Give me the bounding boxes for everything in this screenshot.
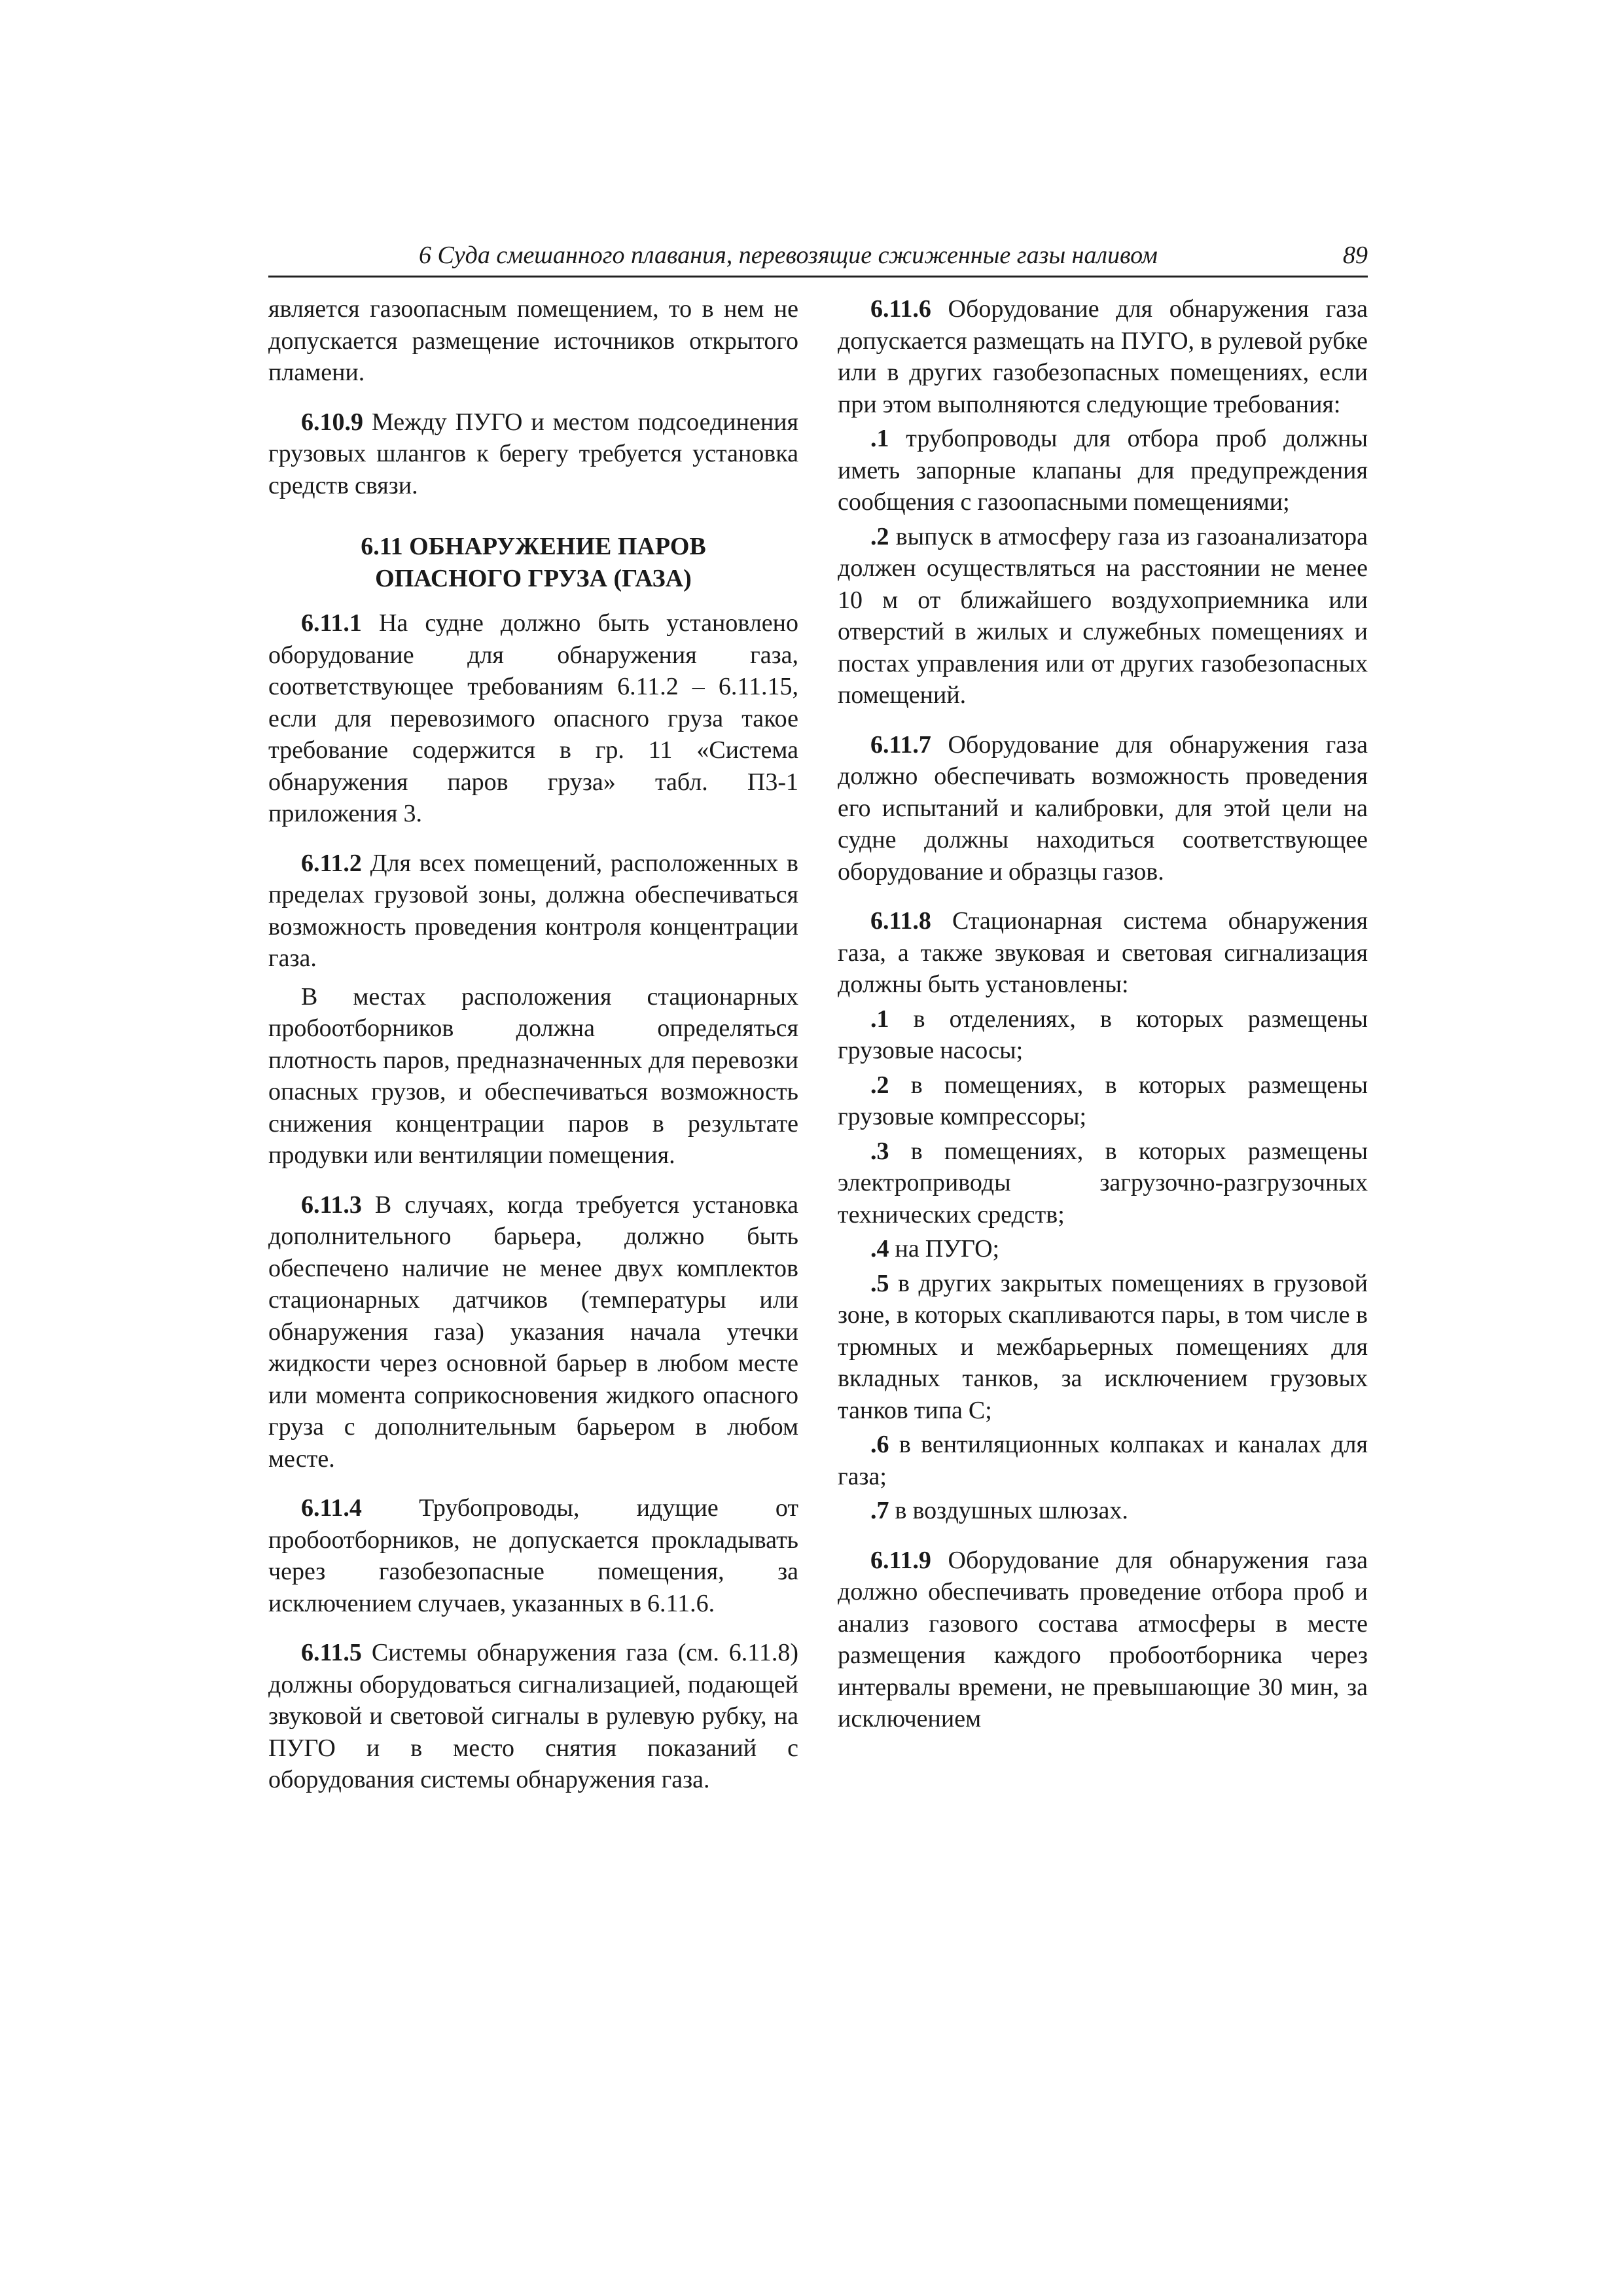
item-text: выпуск в атмосферу газа из газоанализатора должен осуществляться на расстоянии не менее 10 м от ближайшего воздухоприемника или отверстий в жилых и служебных помещениях и постах управления или от других газобезопасных помещений. xyxy=(838,522,1368,709)
item-number: .6 xyxy=(870,1431,889,1458)
clause-text: Оборудование для обнаружения газа должно обеспечивать возможность проведения его испытаний и калибровки, для этой цели на судне должны находиться соответствующее оборудование и образцы газов. xyxy=(838,730,1368,886)
paragraph-6-11-2-continued: В местах расположения стационарных пробоотборников должна определяться плотность паров, предназначенных для перевозки опасных грузов, и обеспечиваться возможность снижения концентрации паров в результате продувки или вентиляции помещения. xyxy=(268,982,798,1169)
paragraph-continuation: является газоопасным помещением, то в нем не допускается размещение источников открытого пламени. xyxy=(268,295,798,386)
page-header xyxy=(268,239,1368,278)
item-number: .3 xyxy=(870,1137,889,1165)
clause-text: В случаях, когда требуется установка дополнительного барьера, должно быть обеспечено наличие не менее двух комплектов стационарных датчиков (температуры или обнаружения газа) указания начала утечки жидкости через основной барьер в любом месте или момента соприкосновения жидкого опасного груза с дополнительным барьером в любом месте. xyxy=(268,1191,798,1473)
clause-text: Оборудование для обнаружения газа должно обеспечивать проведение отбора проб и анализ газового состава атмосферы в месте размещения каждого пробоотборника через интервалы времени, не превышающие 30 мин, за исключением xyxy=(838,1546,1368,1732)
item-text: трубопроводы для отбора проб должны иметь запорные клапаны для предупреждения сообщения с газоопасными помещениями; xyxy=(838,425,1368,516)
item-text: в отделениях, в которых размещены грузовые насосы; xyxy=(838,1005,1368,1064)
heading-line-1: 6.11 ОБНАРУЖЕНИЕ ПАРОВ xyxy=(361,533,706,560)
list-item xyxy=(838,1495,1368,1527)
item-text: на ПУГО; xyxy=(889,1235,1000,1263)
item-text: в других закрытых помещениях в грузовой зоне, в которых скапливаются пары, в том числе в трюмных и межбарьерных помещениях для вкладных танков, за исключением грузовых танков типа С; xyxy=(838,1269,1368,1424)
clause-text: Стационарная система обнаружения газа, а также звуковая и световая сигнализация должны быть установлены: xyxy=(838,907,1368,998)
paragraph-6-11-8 xyxy=(838,905,1368,1001)
page-number: 89 xyxy=(1343,242,1368,269)
item-number: .4 xyxy=(870,1235,889,1263)
clause-text: Системы обнаружения газа (см. 6.11.8) должны оборудоваться сигнализацией, подающей звуковой и световой сигналы в рулевую рубку, на ПУГО и в место снятия показаний с оборудования системы обнаружения газа. xyxy=(268,1639,798,1793)
clause-number: 6.11.1 xyxy=(301,609,362,637)
item-text: в воздушных шлюзах. xyxy=(889,1497,1128,1524)
clause-number: 6.11.9 xyxy=(870,1546,931,1574)
list-item xyxy=(838,1268,1368,1427)
clause-number: 6.11.2 xyxy=(301,849,362,877)
paragraph-6-11-9 xyxy=(838,1545,1368,1735)
item-text: в помещениях, в которых размещены электроприводы загрузочно-разгрузочных технических средств; xyxy=(838,1137,1368,1229)
item-number: .7 xyxy=(870,1497,889,1524)
clause-number: 6.11.3 xyxy=(301,1191,362,1219)
left-column xyxy=(268,293,798,1814)
clause-text: Трубопроводы, идущие от пробоотборников, не допускается прокладывать через газобезопасные помещения, за исключением случаев, указанных в 6.11.6. xyxy=(268,1494,798,1617)
item-number: .2 xyxy=(870,1071,889,1099)
paragraph-6-11-6 xyxy=(838,293,1368,420)
clause-number: 6.11.4 xyxy=(301,1494,362,1522)
paragraph-6-11-1 xyxy=(268,607,798,830)
paragraph-6-11-2 xyxy=(268,848,798,975)
list-item xyxy=(838,1003,1368,1067)
clause-text: Для всех помещений, расположенных в пределах грузовой зоны, должна обеспечиваться возможность проведения контроля концентрации газа. xyxy=(268,849,798,972)
item-text: в помещениях, в которых размещены грузовые компрессоры; xyxy=(838,1071,1368,1130)
paragraph-6-11-3 xyxy=(268,1189,798,1475)
list-item xyxy=(838,1233,1368,1265)
clause-text: На судне должно быть установлено оборудование для обнаружения газа, соответствующее требованиям 6.11.2 – 6.11.15, если для перевозимого опасного груза такое требование содержится в гр. 11 «Система обнаружения паров груза» табл. П3-1 приложения 3. xyxy=(268,609,798,827)
section-heading-6-11 xyxy=(268,531,798,594)
right-column xyxy=(838,293,1368,1753)
list-item xyxy=(838,1429,1368,1492)
item-number: .5 xyxy=(870,1269,889,1297)
list-item xyxy=(838,423,1368,518)
list-item xyxy=(838,1136,1368,1231)
clause-text: Между ПУГО и местом подсоединения грузовых шлангов к берегу требуется установка средств связи. xyxy=(268,408,798,499)
clause-number: 6.11.8 xyxy=(870,907,931,935)
item-text: в вентиляционных колпаках и каналах для газа; xyxy=(838,1431,1368,1490)
paragraph-6-11-5 xyxy=(268,1637,798,1796)
clause-text: Оборудование для обнаружения газа допускается размещать на ПУГО, в рулевой рубке или в других газобезопасных помещениях, если при этом выполняются следующие требования: xyxy=(838,295,1368,418)
item-number: .1 xyxy=(870,1005,889,1033)
heading-line-2: ОПАСНОГО ГРУЗА (ГАЗА) xyxy=(375,564,692,592)
item-number: .1 xyxy=(870,425,889,452)
paragraph-6-11-7 xyxy=(838,729,1368,888)
list-item xyxy=(838,1069,1368,1133)
list-item xyxy=(838,521,1368,711)
clause-number: 6.10.9 xyxy=(301,408,363,436)
running-title: 6 Суда смешанного плавания, перевозящие сжиженные газы наливом xyxy=(419,242,1158,269)
clause-number: 6.11.7 xyxy=(870,730,931,759)
paragraph-6-10-9 xyxy=(268,406,798,502)
item-number: .2 xyxy=(870,522,889,550)
clause-number: 6.11.6 xyxy=(870,295,931,323)
paragraph-6-11-4 xyxy=(268,1492,798,1619)
clause-number: 6.11.5 xyxy=(301,1639,362,1666)
